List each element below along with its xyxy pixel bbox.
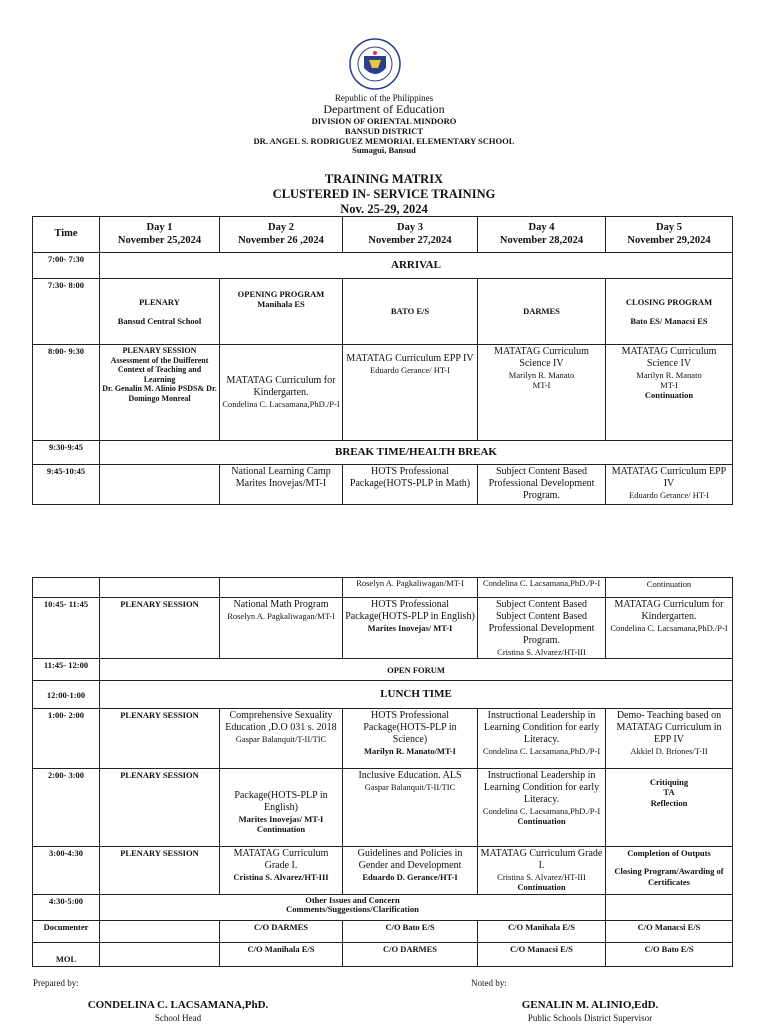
location-label: Sumagui, Bansud xyxy=(352,145,416,156)
prepared-by-name: CONDELINA C. LACSAMANA,PhD. xyxy=(87,999,269,1011)
day-4-header: Day 4 November 28,2024 xyxy=(478,217,606,253)
schedule-cell: PLENARY SESSION xyxy=(100,769,220,847)
table-row xyxy=(33,920,733,942)
schedule-cell: Completion of Outputs Closing Program/Awarding of Certificates xyxy=(606,847,733,894)
schedule-cell: MATATAG Curriculum EPP IV Eduardo Gerance/ HT-I xyxy=(343,345,478,441)
noted-by-label: Noted by: xyxy=(471,978,507,988)
schedule-cell: Critiquing TA Reflection xyxy=(606,769,733,847)
time-cell: 9:30-9:45 xyxy=(33,441,100,465)
schedule-cell: MATATAG Curriculum Science IV Marilyn R. Manato MT-I Continuation xyxy=(606,345,733,441)
doc-title: TRAINING MATRIX xyxy=(324,172,444,186)
schedule-cell: PLENARY SESSION xyxy=(100,709,220,769)
time-cell: 11:45- 12:00 xyxy=(33,659,100,681)
time-cell: 10:45- 11:45 xyxy=(33,598,100,659)
schedule-cell: Comprehensive Sexuality Education ,D.O 031 s. 2018 Gaspar Balanquit/T-II/TIC xyxy=(220,709,343,769)
time-header: Time xyxy=(33,217,100,253)
table-row xyxy=(33,894,733,920)
deped-seal-icon xyxy=(349,38,401,90)
schedule-cell xyxy=(220,578,343,598)
table-row xyxy=(33,578,733,598)
schedule-cell xyxy=(100,465,220,505)
schedule-cell: CLOSING PROGRAM Bato ES/ Manacsi ES xyxy=(606,279,733,345)
schedule-cell: C/O Bato E/S xyxy=(343,920,478,942)
schedule-cell: Package(HOTS-PLP in English) Marites Inovejas/ MT-I Continuation xyxy=(220,769,343,847)
schedule-cell: Condelina C. Lacsamana,PhD./P-I xyxy=(478,578,606,598)
schedule-cell: HOTS Professional Package(HOTS-PLP in Math) xyxy=(343,465,478,505)
table-row xyxy=(33,279,733,345)
schedule-cell: DARMES xyxy=(478,279,606,345)
schedule-cell: National Learning Camp Marites Inovejas/MT-I xyxy=(220,465,343,505)
schedule-cell: BATO E/S xyxy=(343,279,478,345)
schedule-cell xyxy=(606,894,733,920)
mol-label: MOL xyxy=(33,942,100,966)
table-row xyxy=(33,942,733,966)
schedule-cell: PLENARY SESSION Assessment of the Duifferent Context of Teaching and Learning Dr. Genalin M. Alinio PSDS& Dr. Domingo Monreal xyxy=(100,345,220,441)
table-row xyxy=(33,441,733,465)
day-5-header: Day 5 November 29,2024 xyxy=(606,217,733,253)
school-label: DR. ANGEL S. RODRIGUEZ MEMORIAL ELEMENTARY SCHOOL xyxy=(253,135,515,146)
schedule-cell: HOTS Professional Package(HOTS-PLP in English) Marites Inovejas/ MT-I xyxy=(343,598,478,659)
schedule-cell: C/O DARMES xyxy=(220,920,343,942)
schedule-cell xyxy=(100,920,220,942)
schedule-cell: OPENING PROGRAM Manihala ES xyxy=(220,279,343,345)
table-row xyxy=(33,345,733,441)
day-3-header: Day 3 November 27,2024 xyxy=(343,217,478,253)
schedule-cell: MATATAG Curriculum EPP IV Eduardo Gerance/ HT-I xyxy=(606,465,733,505)
schedule-cell: HOTS Professional Package(HOTS-PLP in Science) Marilyn R. Manato/MT-I xyxy=(343,709,478,769)
schedule-cell: Inclusive Education. ALS Gaspar Balanquit/T-II/TIC xyxy=(343,769,478,847)
day-2-header: Day 2 November 26 ,2024 xyxy=(220,217,343,253)
lunch-cell: LUNCH TIME xyxy=(100,681,733,709)
schedule-cell: PLENARY Bansud Central School xyxy=(100,279,220,345)
schedule-cell: Demo- Teaching based on MATATAG Curriculum in EPP IV Akkiel D. Briones/T-II xyxy=(606,709,733,769)
documenter-label: Documenter xyxy=(33,920,100,942)
schedule-cell: PLENARY SESSION xyxy=(100,847,220,894)
table-row xyxy=(33,659,733,681)
noted-by-name: GENALIN M. ALINIO,EdD. xyxy=(521,999,659,1011)
schedule-cell: Guidelines and Policies in Gender and Development Eduardo D. Gerance/HT-I xyxy=(343,847,478,894)
schedule-cell: Instructional Leadership in Learning Condition for early Literacy. Condelina C. Lacsamana,PhD./P-I xyxy=(478,709,606,769)
time-cell: 7:00- 7:30 xyxy=(33,253,100,279)
schedule-cell: MATATAG Curriculum for Kindergarten. Condelina C. Lacsamana,PhD./P-I xyxy=(606,598,733,659)
time-cell: 7:30- 8:00 xyxy=(33,279,100,345)
time-cell: 1:00- 2:00 xyxy=(33,709,100,769)
table-header-row xyxy=(33,217,733,253)
prepared-by-title: School Head xyxy=(154,1013,202,1023)
day-1-header: Day 1 November 25,2024 xyxy=(100,217,220,253)
schedule-cell: Subject Content Based Subject Content Based Professional Development Program. Cristina S. Alvarez/HT-III xyxy=(478,598,606,659)
schedule-cell: MATATAG Curriculum Grade I. Cristina S. Alvarez/HT-III xyxy=(220,847,343,894)
prepared-by-label: Prepared by: xyxy=(33,978,79,988)
table-row xyxy=(33,769,733,847)
schedule-cell: Continuation xyxy=(606,578,733,598)
time-cell: 12:00-1:00 xyxy=(33,681,100,709)
schedule-cell: Instructional Leadership in Learning Condition for early Literacy. Condelina C. Lacsamana,PhD./P-I Continuation xyxy=(478,769,606,847)
schedule-cell xyxy=(100,578,220,598)
training-matrix-table-2 xyxy=(32,577,733,967)
schedule-cell: Subject Content Based Professional Development Program. xyxy=(478,465,606,505)
table-row xyxy=(33,465,733,505)
schedule-cell: C/O DARMES xyxy=(343,942,478,966)
doc-dates: Nov. 25-29, 2024 xyxy=(340,202,428,216)
schedule-cell: National Math Program Roselyn A. Pagkaliwagan/MT-I xyxy=(220,598,343,659)
open-forum-cell: OPEN FORUM xyxy=(100,659,733,681)
time-cell xyxy=(33,578,100,598)
schedule-cell: MATATAG Curriculum Grade I. Cristina S. Alvarez/HT-III Continuation xyxy=(478,847,606,894)
time-cell: 9:45-10:45 xyxy=(33,465,100,505)
schedule-cell: MATATAG Curriculum for Kindergarten. Condelina C. Lacsamana,PhD./P-I xyxy=(220,345,343,441)
table-row xyxy=(33,847,733,894)
schedule-cell: C/O Bato E/S xyxy=(606,942,733,966)
republic-label: Republic of the Philippines xyxy=(334,93,434,103)
division-label: DIVISION OF ORIENTAL MINDORO xyxy=(311,116,457,127)
table-row xyxy=(33,598,733,659)
noted-by-title: Public Schools District Supervisor xyxy=(527,1013,653,1023)
schedule-cell: C/O Manacsi E/S xyxy=(478,942,606,966)
district-label: BANSUD DISTRICT xyxy=(344,125,424,136)
table-row xyxy=(33,681,733,709)
training-matrix-table-1 xyxy=(32,216,733,505)
break-cell: BREAK TIME/HEALTH BREAK xyxy=(100,441,733,465)
time-cell: 4:30-5:00 xyxy=(33,894,100,920)
issues-cell: Other Issues and Concern Comments/Suggestions/Clarification xyxy=(100,894,606,920)
schedule-cell: C/O Manihala E/S xyxy=(478,920,606,942)
schedule-cell: C/O Manihala E/S xyxy=(220,942,343,966)
schedule-cell: Roselyn A. Pagkaliwagan/MT-I xyxy=(343,578,478,598)
department-label: Department of Education xyxy=(323,102,445,117)
schedule-cell: C/O Manacsi E/S xyxy=(606,920,733,942)
schedule-cell: PLENARY SESSION xyxy=(100,598,220,659)
time-cell: 8:00- 9:30 xyxy=(33,345,100,441)
arrival-cell: ARRIVAL xyxy=(100,253,733,279)
table-row xyxy=(33,709,733,769)
schedule-cell xyxy=(100,942,220,966)
schedule-cell: MATATAG Curriculum Science IV Marilyn R. Manato MT-I xyxy=(478,345,606,441)
time-cell: 3:00-4:30 xyxy=(33,847,100,894)
doc-subtitle: CLUSTERED IN- SERVICE TRAINING xyxy=(272,187,496,201)
table-row xyxy=(33,253,733,279)
time-cell: 2:00- 3:00 xyxy=(33,769,100,847)
